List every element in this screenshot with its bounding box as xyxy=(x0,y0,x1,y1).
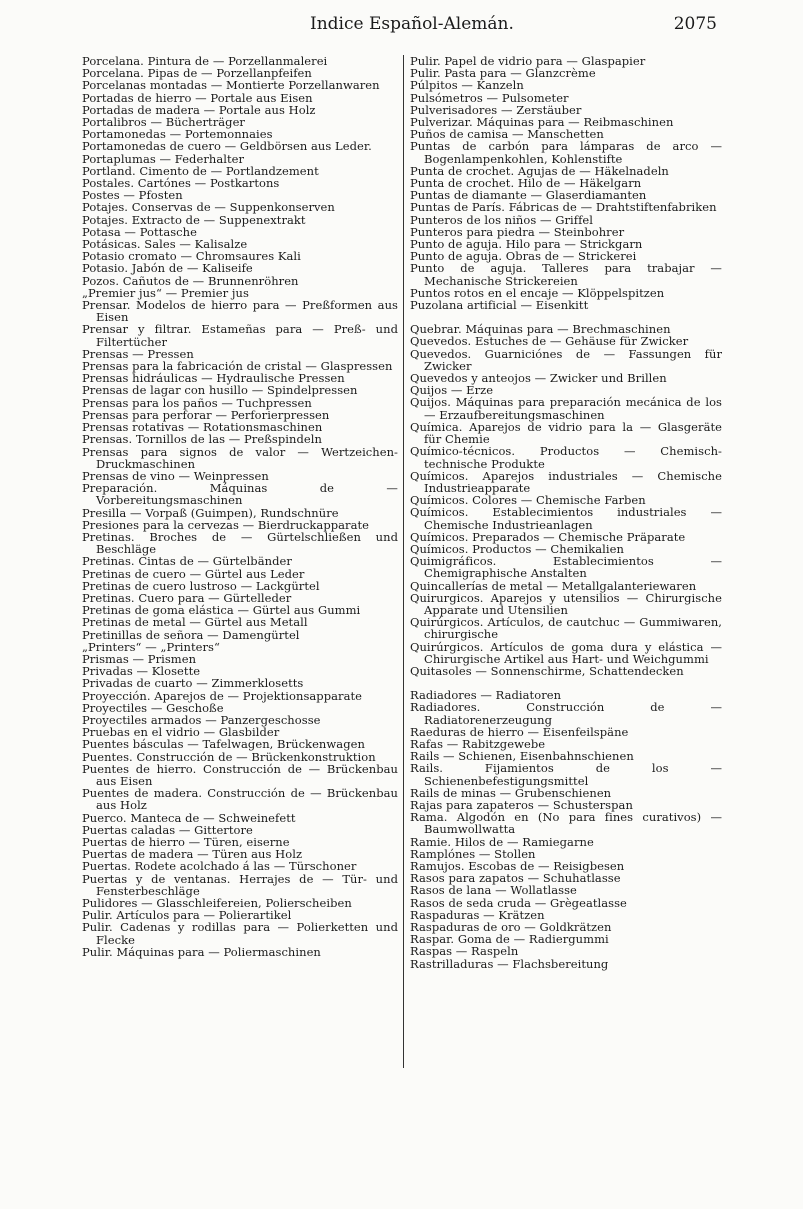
index-entry: Rastrilladuras — Flachsbereitung xyxy=(410,956,609,971)
index-entry: Potajes. Conservas de — Suppenkonserven xyxy=(82,200,335,215)
index-entry: Potásicas. Sales — Kalisalze xyxy=(82,237,248,252)
index-entry: Prensas hidráulicas — Hydraulische Pressen xyxy=(82,371,345,386)
index-entry: Rails. Fijamientos de los — Schienenbefestigungsmittel xyxy=(410,761,722,788)
index-entry: Químicos. Establecimientos industriales — Chemische Industrieanlagen xyxy=(410,505,722,532)
index-entry: Puntos rotos en el encaje — Klöppelspitzen xyxy=(410,285,665,300)
index-entry: Postes — Pfosten xyxy=(82,188,183,203)
index-entry: Punteros de los niños — Griffel xyxy=(410,212,593,227)
index-entry: Químico-técnicos. Productos — Chemisch-technische Produkte xyxy=(410,444,722,471)
index-entry: Punto de aguja. Hilo para — Strickgarn xyxy=(410,237,643,252)
index-entry: Portamonedas — Portemonnaies xyxy=(82,127,273,142)
index-entry: Proyectiles — Geschoße xyxy=(82,700,224,715)
index-entry: Pozos. Cañutos de — Brunnenröhren xyxy=(82,273,299,288)
index-entry: Prismas — Prismen xyxy=(82,651,197,666)
index-entry: Radiadores — Radiatoren xyxy=(410,688,562,703)
index-entry: Potasio cromato — Chromsaures Kali xyxy=(82,249,301,264)
index-entry: Privadas de cuarto — Zimmerklosetts xyxy=(82,676,304,691)
index-entry: Pretinas de goma elástica — Gürtel aus Gummi xyxy=(82,603,361,618)
index-entry: Pulir. Pasta para — Glanzcrème xyxy=(410,66,596,81)
index-entry: Prensar. Modelos de hierro para — Preßformen aus Eisen xyxy=(82,298,398,325)
index-entry: Punteros para piedra — Steinbohrer xyxy=(410,224,625,239)
index-entry: Pulir. Cadenas y rodillas para — Polierketten und Flecke xyxy=(82,920,398,947)
index-entry: Preparación. Máquinas de — Vorbereitungsmaschinen xyxy=(82,481,398,508)
index-entry: Punto de aguja. Talleres para trabajar — Mechanische Strickereien xyxy=(410,261,722,288)
index-entry: Puentes de madera. Construcción de — Brückenbau aus Holz xyxy=(82,786,398,813)
index-entry: Raeduras de hierro — Eisenfeilspäne xyxy=(410,724,629,739)
index-entry: Prensas rotativas — Rotationsmaschinen xyxy=(82,420,323,435)
index-entry: Rama. Algodón en (No para fines curativos) — Baumwollwatta xyxy=(410,810,722,837)
index-entry: Prensas para la fabricación de cristal — Glaspressen xyxy=(82,359,393,374)
index-entry: „Printers“ — „Printers“ xyxy=(82,639,220,654)
page-title: Indice Español-Alemán. xyxy=(310,14,514,34)
index-entry: Portalibros — Bücherträger xyxy=(82,115,245,130)
index-entry: Quirurgicos. Aparejos y utensilios — Chirurgische Apparate und Utensilien xyxy=(410,590,722,617)
index-entry: Potasa — Pottasche xyxy=(82,224,197,239)
index-entry: Quijos. Máquinas para preparación mecánica de los — Erzaufbereitungsmaschinen xyxy=(410,395,722,422)
index-entry: Pretinillas de señora — Damengürtel xyxy=(82,627,300,642)
index-entry: Puertas y de ventanas. Herrajes de — Tür- und Fensterbeschläge xyxy=(82,871,398,898)
index-entry: Portadas de madera — Portale aus Holz xyxy=(82,102,316,117)
index-entry: Raspaduras — Krätzen xyxy=(410,907,545,922)
index-entry: Quijos — Erze xyxy=(410,383,494,398)
index-entry: Prensas — Pressen xyxy=(82,346,194,361)
index-entry: Postales. Cartónes — Postkartons xyxy=(82,176,280,191)
index-entry: Ramujos. Escobas de — Reisigbesen xyxy=(410,859,625,873)
index-entry: Punto de aguja. Obras de — Strickerei xyxy=(410,249,637,264)
index-entry: Puentes de hierro. Construcción de — Brückenbau aus Eisen xyxy=(82,761,398,788)
index-entry: Púlpitos — Kanzeln xyxy=(410,78,524,93)
index-entry: Pretinas. Broches de — Gürtelschließen und Beschläge xyxy=(82,529,398,557)
index-entry: Pulverizar. Máquinas para — Reibmaschinen xyxy=(410,115,674,130)
index-entry: Portaplumas — Federhalter xyxy=(82,151,245,166)
index-entry: Ramplónes — Stollen xyxy=(410,846,536,861)
index-entry: Puntas de París. Fábricas de — Drahtstiftenfabriken xyxy=(410,200,717,215)
index-entry: Pulverisadores — Zerstäuber xyxy=(410,102,582,117)
right-column xyxy=(410,55,722,970)
index-entry: Prensas de vino — Weinpressen xyxy=(82,468,269,483)
index-entry: Quevedos. Estuches de — Gehäuse für Zwicker xyxy=(410,334,689,349)
index-entry: Punta de crochet. Agujas de — Häkelnadeln xyxy=(410,163,669,178)
index-entry: Puertas de madera — Türen aus Holz xyxy=(82,847,303,862)
index-entry: Puños de camisa — Manschetten xyxy=(410,127,604,142)
index-entry: Puentes. Construcción de — Brückenkonstruktion xyxy=(82,749,376,764)
index-entry: Puertas. Rodete acolchado á las — Türschoner xyxy=(82,859,357,874)
index-entry: Químicos. Preparados — Chemische Präparate xyxy=(410,529,686,544)
index-entry: Prensar y filtrar. Estameñas para — Preß- und Filtertücher xyxy=(82,322,398,349)
index-entry: Puerco. Manteca de — Schweinefett xyxy=(82,810,296,825)
index-entry: Quebrar. Máquinas para — Brechmaschinen xyxy=(410,322,671,337)
column-divider xyxy=(403,55,404,1068)
index-entry: Presiones para la cervezas — Bierdruckapparate xyxy=(82,517,370,532)
index-entry: Quimigráficos. Establecimientos — Chemigraphische Anstalten xyxy=(410,554,722,581)
index-entry: Pretinas de cuero — Gürtel aus Leder xyxy=(82,566,305,581)
index-entry: Raspas — Raspeln xyxy=(410,944,519,959)
index-entry: Puertas de hierro — Türen, eiserne xyxy=(82,835,290,849)
index-entry: Prensas para los paños — Tuchpressen xyxy=(82,395,312,410)
index-entry: Portland. Cimento de — Portlandzement xyxy=(82,163,319,178)
index-entry: Raspar. Goma de — Radiergummi xyxy=(410,932,609,947)
index-entry: Ramie. Hilos de — Ramiegarne xyxy=(410,834,594,849)
index-entry: Rasos de seda cruda — Grègeatlasse xyxy=(410,895,627,910)
index-entry: Químicos. Colores — Chemische Farben xyxy=(410,493,646,508)
index-entry: Portadas de hierro — Portale aus Eisen xyxy=(82,90,313,105)
index-entry: Pulir. Artículos para — Polierartikel xyxy=(82,908,292,923)
index-entry: Pretinas de metal — Gürtel aus Metall xyxy=(82,615,308,630)
index-entry: Quevedos y anteojos — Zwicker und Brillen xyxy=(410,371,667,386)
index-entry: Pruebas en el vidrio — Glasbilder xyxy=(82,725,280,740)
index-entry: Rails — Schienen, Eisenbahnschienen xyxy=(410,749,634,764)
index-entry: Proyección. Aparejos de — Projektionsapparate xyxy=(82,688,363,703)
index-entry: Porcelana. Pintura de — Porzellanmalerei xyxy=(82,54,328,68)
index-entry: Puntas de carbón para lámparas de arco — Bogenlampenkohlen, Kohlenstifte xyxy=(410,139,722,166)
index-entry: Puertas caladas — Gittertore xyxy=(82,822,253,837)
index-entry: Punta de crochet. Hilo de — Häkelgarn xyxy=(410,176,642,191)
index-entry: Químicos. Productos — Chemikalien xyxy=(410,541,624,556)
page-number: 2075 xyxy=(673,14,717,34)
index-entry: Quincallerías de metal — Metallgalanteriewaren xyxy=(410,578,697,593)
index-entry: Potasio. Jabón de — Kaliseife xyxy=(82,261,253,276)
index-entry: Rails de minas — Grubenschienen xyxy=(410,785,612,800)
index-entry: Química. Aparejos de vidrio para la — Glasgeräte für Chemie xyxy=(410,419,722,447)
index-entry: Pulir. Máquinas para — Poliermaschinen xyxy=(82,944,321,959)
index-entry: Pretinas. Cuero para — Gürtelleder xyxy=(82,590,292,605)
index-entry: Quevedos. Guarniciónes de — Fassungen für Zwicker xyxy=(410,346,722,373)
index-entry: Rajas para zapateros — Schusterspan xyxy=(410,797,633,812)
index-entry: Quirúrgicos. Artículos, de cautchuc — Gummiwaren, chirurgische xyxy=(410,615,722,642)
index-entry: Proyectiles armados — Panzergeschosse xyxy=(82,712,321,727)
index-entry: Puzolana artificial — Eisenkitt xyxy=(410,298,589,313)
index-entry: Prensas para signos de valor — Wertzeichen-Druckmaschinen xyxy=(82,444,398,471)
index-entry: Pretinas. Cintas de — Gürtelbänder xyxy=(82,554,292,569)
index-entry: Raspaduras de oro — Goldkrätzen xyxy=(410,920,612,935)
index-entry: Prensas de lagar con husillo — Spindelpressen xyxy=(82,383,358,398)
index-entry: Presilla — Vorpaß (Guimpen), Rundschnüre xyxy=(82,505,339,520)
index-entry: Rafas — Rabitzgewebe xyxy=(410,736,546,751)
index-entry: Pulir. Papel de vidrio para — Glaspapier xyxy=(410,54,646,68)
index-entry: Químicos. Aparejos industriales — Chemische Industrieapparate xyxy=(410,468,722,495)
page-header xyxy=(0,14,803,40)
index-entry: Pretinas de cuero lustroso — Lackgürtel xyxy=(82,578,320,593)
index-entry: Prensas para perforar — Perforierpressen xyxy=(82,407,330,422)
index-entry: Rasos de lana — Wollatlasse xyxy=(410,883,577,898)
left-column xyxy=(82,55,398,958)
index-entry: Radiadores. Construcción de — Radiatorenerzeugung xyxy=(410,700,722,727)
index-entry: Porcelana. Pipas de — Porzellanpfeifen xyxy=(82,66,312,81)
index-entry: Portamonedas de cuero — Geldbörsen aus Leder. xyxy=(82,139,372,154)
index-entry: Puentes básculas — Tafelwagen, Brückenwagen xyxy=(82,737,365,752)
index-entry: Quirúrgicos. Artículos de goma dura y elástica — Chirurgische Artikel aus Hart- und Weichgummi xyxy=(410,639,722,666)
index-entry: Prensas. Tornillos de las — Preßspindeln xyxy=(82,432,322,447)
index-entry: Quitasoles — Sonnenschirme, Schattendecken xyxy=(410,663,684,678)
index-entry: Pulidores — Glasschleifereien, Polierscheiben xyxy=(82,896,352,911)
index-entry: Privadas — Klosette xyxy=(82,664,201,679)
index-entry: Potajes. Extracto de — Suppenextrakt xyxy=(82,212,306,227)
index-entry: Rasos para zapatos — Schuhatlasse xyxy=(410,871,621,886)
index-entry: Pulsómetros — Pulsometer xyxy=(410,90,569,105)
index-entry: Porcelanas montadas — Montierte Porzellanwaren xyxy=(82,78,380,93)
index-entry: „Premier jus“ — Premier jus xyxy=(82,285,249,300)
index-entry: Puntas de diamante — Glaserdiamanten xyxy=(410,188,647,203)
